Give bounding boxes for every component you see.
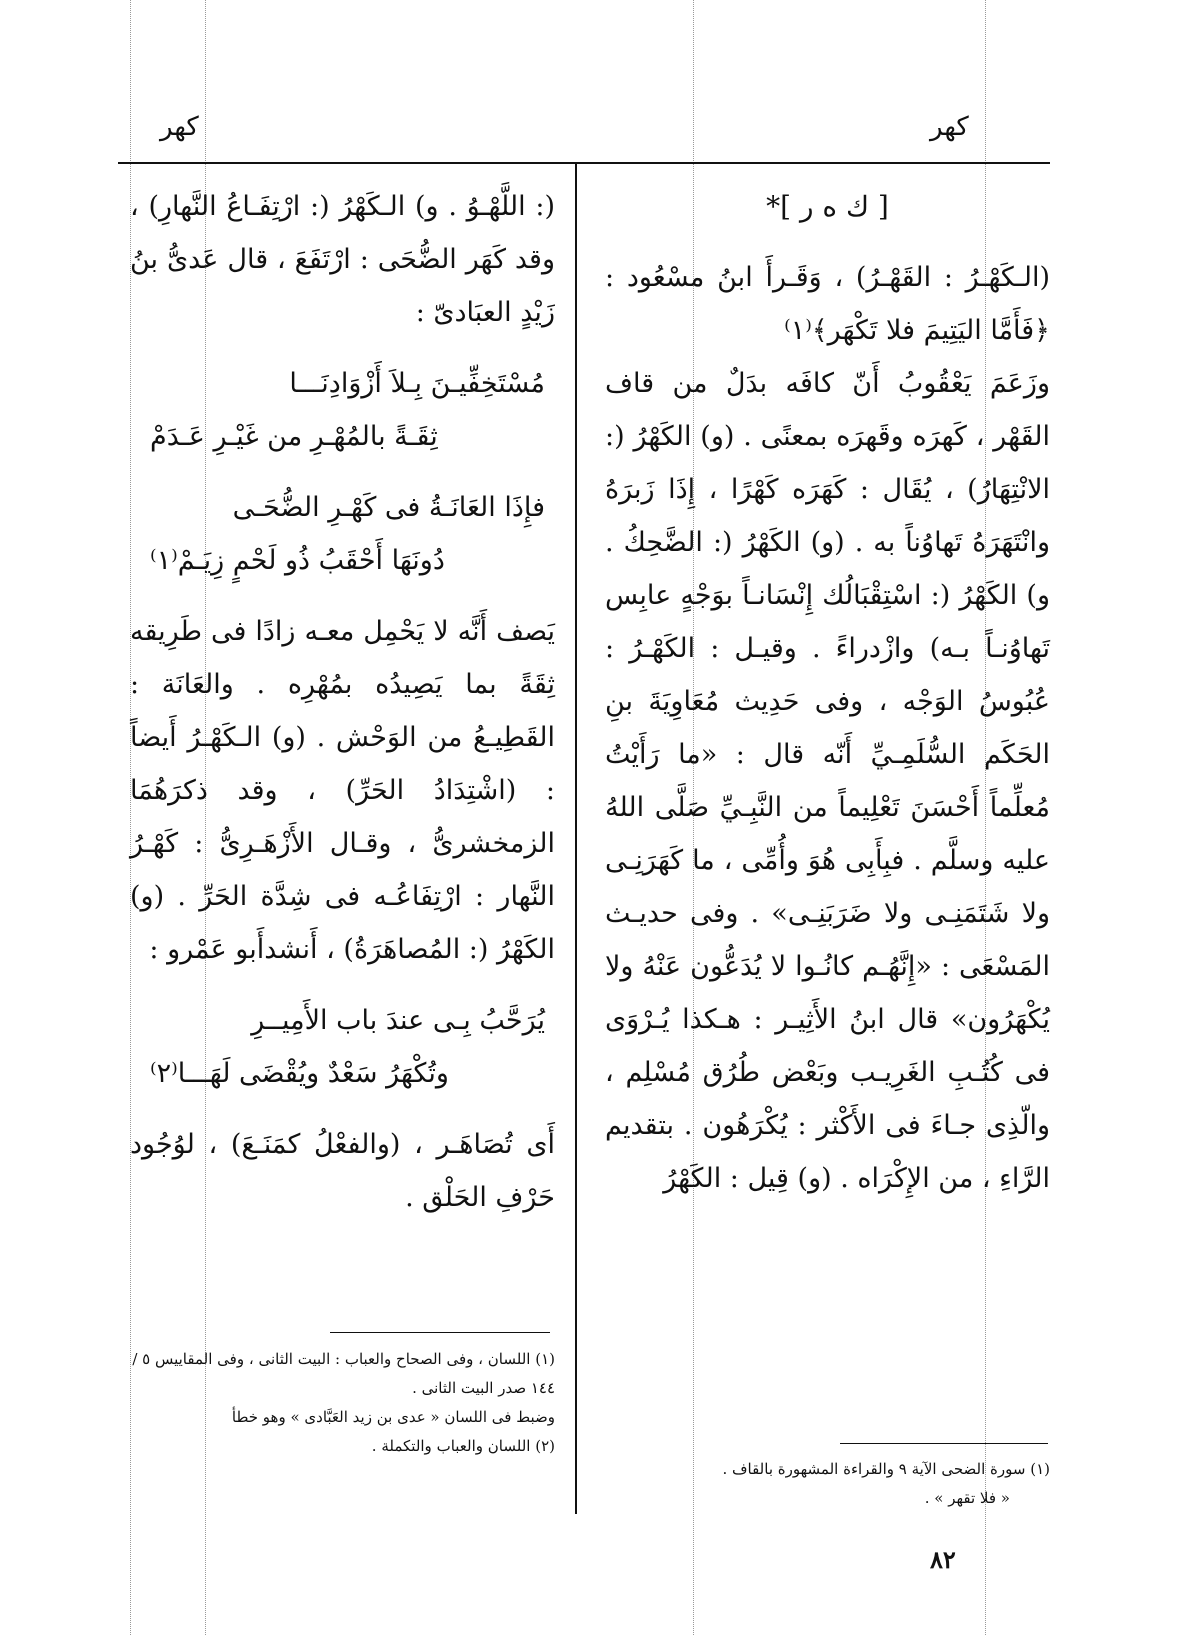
footnote: وضبط فى اللسان « عدى بن زيد العَبَّادى » وهو خطأ: [231, 1408, 555, 1426]
footnote: (١) سورة الضحى الآية ٩ والقراءة المشهورة بالقاف .: [722, 1460, 1050, 1478]
footnote: (١) اللسان ، وفى الصحاح والعباب : البيت الثانى ، وفى المقاييس ٥ / ١٤٤ صدر البيت الثانى .: [132, 1350, 555, 1397]
running-head-left: كهر: [160, 112, 199, 142]
verse-line: فإِذَا العَانَـةُ فى كَهْـرِ الضُّحَـى: [232, 492, 545, 523]
verse-line: مُسْتَخِفِّيـنَ بِـلاَ أَزْوَادِنَـــا: [289, 368, 545, 399]
right-column: [605, 180, 1050, 1205]
footnotes-left: [130, 1345, 555, 1461]
entry-heading: [ ك ه ر ]*: [766, 190, 889, 223]
footnote-rule: [840, 1443, 1048, 1444]
footnotes-right: [605, 1455, 1050, 1513]
paragraph: (الـكَهْـرُ : القَهْـرُ) ، وَقَـرأَ ابنُ مسْعُود : ﴿فَأَمَّا اليَتِيمَ فلا تَكْهَر﴾⁽١⁾: [605, 262, 1050, 346]
page-number: ٨٢: [930, 1545, 956, 1574]
running-head-right: كهر: [930, 112, 969, 142]
paragraph: أَى تُصَاهَـر ، (والفعْلُ كمَنَـعَ) ، لوُجُود حَرْفِ الحَلْق .: [130, 1129, 555, 1213]
paragraph: وزَعَمَ يَعْقُوبُ أَنّ كافَه بدَلٌ من قاف القَهْر ، كَهرَه وقَهرَه بمعنًى . (و) الكَهْرُ (: الانْتِهَارُ) ، يُقَال : كَهَرَه كَهْرًا ، إِذَا زَبرَهُ وانْتَهَرَهُ تَهاوُناً به . (و) الكَهْرُ (: الضَّحِكُ . و) الكَهْرُ (: اسْتِقْبَالُك إِنْسَانـاً بوَجْهٍ عابِس تَهاوُنـاً بـه) وازْدراءً . وقيـل : الكَهْـرُ : عُبُوسُ الوَجْه ، وفى حَدِيث مُعَاوِيَةَ بنِ الحَكَم السُّلَمِـيِّ أَنّه قال : «ما رَأَيْتُ مُعلِّماً أَحْسَنَ تَعْلِيماً من النَّبِـيِّ صَلَّى اللهُ عليه وسلَّم . فبِأَبِى هُوَ وأُمِّى ، ما كَهَرَنِـى ولا شَتَمَنِـى ولا ضَرَبَنِـى» . وفى حديـث المَسْعَى : «إِنَّهُـم كانُـوا لا يُدَعُّون عَنْهُ ولا يُكْهَرُون» قال ابنُ الأَثِيـر : هـكذا يُـرْوَى فى كُتُـبِ الغَرِيـب وبَعْض طُرُق مُسْلِم ، والّذِى جـاءَ فى الأَكْثر : يُكْرَهُون . بتقديم الرَّاءِ ، من الإِكْرَاه . (و) قِيل : الكَهْرُ: [605, 368, 1050, 1194]
paragraph: (: اللَّهْـوُ . و) الـكَهْرُ (: ارْتِفَـاعُ النَّهارِ) ، وقد كَهَر الضُّحَى : ارْتَفَعَ ، قال عَدىُّ بنُ زَيْدٍ العبَادىّ :: [130, 191, 555, 328]
column-divider: [575, 164, 577, 1514]
footnote: « فلا تقهر » .: [924, 1489, 1010, 1507]
paragraph: يَصف أَنَّه لا يَحْمِل معـه زادًا فى طَرِيقه ثِقَةً بما يَصِيدُه بمُهْرِه . والعَانَة : القَطِيـعُ من الوَحْش . (و) الـكَهْـرُ أَيضاً : (اشْتِدَادُ الحَرِّ) ، وقد ذكرَهُمَا الزمخشرىُّ ، وقـال الأَزْهَـرِىُّ : كَهْـرُ النَّهار : ارْتِفَاعُـه فى شِدَّة الحَرِّ . (و) الكَهْرُ (: المُصاهَرَةُ) ، أَنشدأَبو عَمْرو :: [130, 616, 555, 965]
header-rule: [118, 162, 1050, 164]
verse-line: ثِقَـةً بالمُهْـرِ من غَيْـرِ عَـدَمْ: [150, 421, 438, 452]
left-column: [130, 180, 555, 1224]
verse-line: دُونَهَا أَحْقَبُ ذُو لَحْمٍ زِيَـمْ⁽١⁾: [150, 545, 445, 576]
verse-line: يُرَحَّبُ بِـى عندَ باب الأَمِيــرِ: [251, 1005, 545, 1036]
footnote: (٢) اللسان والعباب والتكملة .: [371, 1437, 555, 1455]
footnote-rule: [330, 1332, 550, 1333]
verse-line: وتُكْهَرُ سَعْدٌ ويُقْضَى لَهَـــا⁽٢⁾: [150, 1058, 449, 1089]
